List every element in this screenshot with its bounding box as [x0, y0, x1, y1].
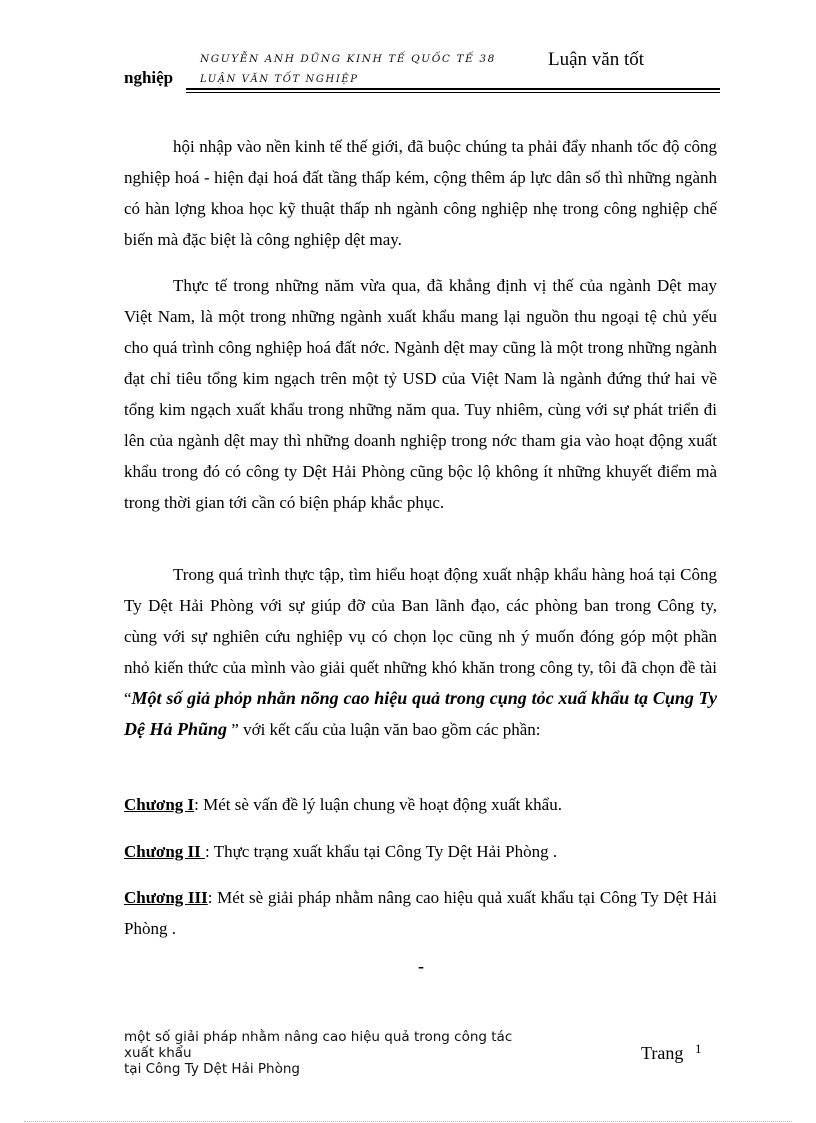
header-author-line: NGUYỄN ANH DŨNG KINH TẾ QUỐC TẾ 38	[200, 53, 496, 65]
paragraph-3	[124, 559, 717, 745]
thesis-title: Một số giả phỏp nhằn nõng cao hiệu quả trong cụng tỏc xuấ khẩu tạ Cụng Ty Dệ Hả Phũng	[124, 688, 717, 739]
footer-line-3: tại Công Ty Dệt Hải Phòng	[124, 1061, 300, 1077]
chapter-3	[124, 882, 717, 944]
paragraph-3-start: Trong quá trình thực tập, tìm hiểu hoạt động xuất nhập khẩu hàng hoá tại Công Ty Dệt Hải Phòng với sự giúp đỡ của Ban lãnh đạo, các phòng ban trong Công ty, cùng với sự nghiên cứu nghiệp vụ có chọn lọc cũng nh ý muốn đóng góp một phần nhỏ kiến thức của mình vào giải quết những khó khăn trong công ty, tôi đã chọn đề tài “	[124, 565, 717, 708]
header-title-left: nghiệp	[124, 68, 174, 87]
footer-line-2: xuất khẩu	[124, 1045, 192, 1061]
header-rule-thin	[186, 92, 720, 93]
chapter-1-label: Chương I	[124, 795, 195, 814]
paragraph-2: Thực tế trong những năm vừa qua, đã khẳng định vị thế của ngành Dệt may Việt Nam, là một trong những ngành xuất khẩu mang lại nguồn thu ngoại tệ chủ yếu cho quá trình công nghiệp hoá đất nớc. Ngành dệt may cũng là một trong những ngành đạt chỉ tiêu tổng kim ngạch trên một tỷ USD của Việt Nam là ngành đứng thứ hai về tổng kim ngạch xuất khẩu trong những năm qua. Tuy nhiêm, cùng với sự phát triển đi lên của ngành dệt may thì những doanh nghiệp trong nớc tham gia vào hoạt động xuất khẩu trong đó có công ty Dệt Hải Phòng cũng bộc lộ không ít những khuyết điểm mà trong thời gian tới cần có biện pháp khắc phục.	[124, 276, 717, 512]
footer-line-1: một số giải pháp nhằm nâng cao hiệu quả trong công tác	[124, 1029, 513, 1045]
chapter-3-text: : Mét sè giải pháp nhằm nâng cao hiệu quả xuất khẩu tại Công Ty Dệt Hải Phòng .	[124, 888, 717, 938]
page-label: Trang	[641, 1043, 684, 1063]
chapter-2-label: Chương II	[124, 842, 206, 861]
separator-dash: -	[418, 956, 424, 976]
paragraph-1: hội nhập vào nền kinh tế thế giới, đã buộc chúng ta phải đẩy nhanh tốc độ công nghiệp hoá - hiện đại hoá đất tầng thấp kém, cộng thêm áp lực dân số thì những ngành có hàn lợng khoa học kỹ thuật thấp nh ngành công nghiệp nhẹ trong công nghiệp chế biến mà đặc biệt là công nghiệp dệt may.	[124, 137, 717, 249]
page-number: 1	[695, 1041, 702, 1056]
chapter-2-text: : Thực trạng xuất khẩu tại Công Ty Dệt Hải Phòng .	[205, 842, 558, 861]
header-rule-thick	[186, 88, 720, 90]
header-thesis-line: LUẬN VĂN TỐT NGHIỆP	[200, 74, 359, 85]
chapter-3-label: Chương III	[124, 888, 208, 907]
page-edge-dotted-line	[24, 1121, 792, 1122]
chapter-1	[124, 789, 717, 820]
chapter-1-text: : Mét sè vấn đề lý luận chung về hoạt động xuất khẩu.	[194, 795, 562, 814]
paragraph-3-end: ” với kết cấu của luận văn bao gồm các phần:	[227, 720, 541, 739]
header-title-right: Luận văn tốt	[548, 49, 645, 70]
chapter-2	[124, 836, 717, 867]
